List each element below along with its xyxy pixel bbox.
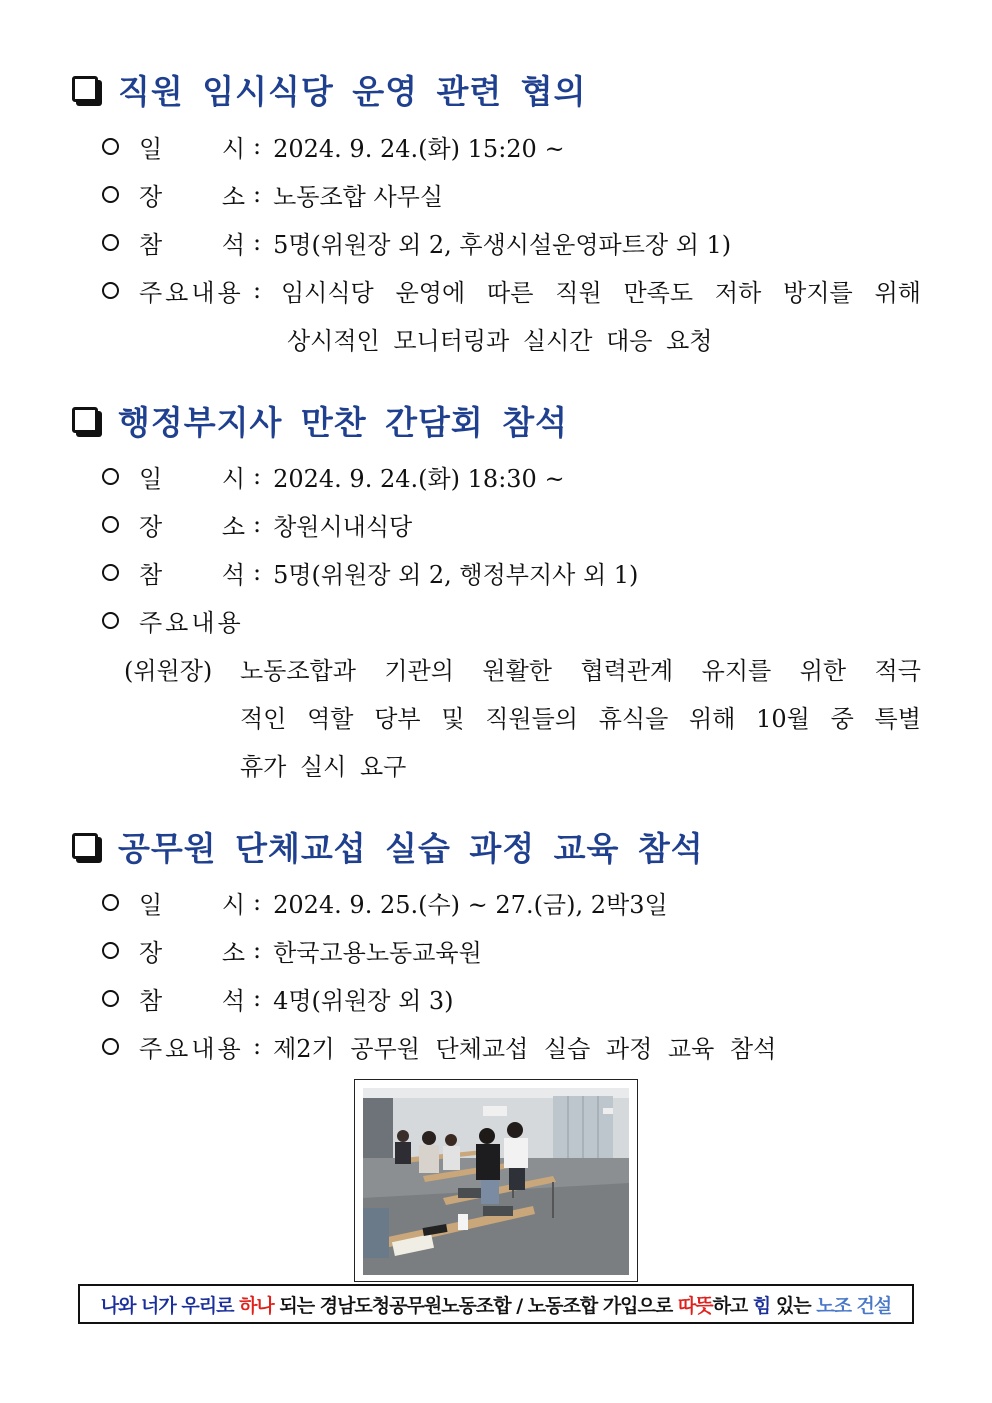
slogan-part: 따뜻 [677, 1294, 713, 1317]
word: 협력관계 [580, 656, 674, 685]
label-char: 소 [221, 512, 245, 541]
content-line-2 [240, 696, 921, 736]
attendees-value: 4명(위원장 외 3) [273, 986, 454, 1015]
slogan-part: 노조 건설 [816, 1294, 892, 1317]
section-title-text: 직원 임시식당 운영 관련 협의 [118, 71, 587, 111]
footer-slogan [78, 1284, 914, 1324]
classroom-photo-illustration [363, 1088, 629, 1275]
label-char: 소 [221, 182, 245, 211]
checkbox-icon [72, 833, 98, 859]
content-value: 제2기 공무원 단체교섭 실습 과정 교육 참석 [273, 1034, 777, 1063]
word: 유지를 [701, 656, 772, 685]
colon: : [253, 1032, 262, 1060]
content-line-1 [281, 270, 921, 310]
info-row-date [102, 456, 922, 496]
circle-bullet-icon [102, 138, 119, 155]
label-char: 소 [221, 938, 245, 967]
colon: : [253, 228, 262, 256]
info-row-content [102, 1026, 922, 1066]
label-char: 석 [221, 986, 245, 1015]
circle-bullet-icon [102, 990, 119, 1007]
label-attendees [139, 555, 245, 590]
circle-bullet-icon [102, 1038, 119, 1055]
classroom-photo [363, 1088, 629, 1275]
word: 적인 [240, 704, 287, 733]
colon: : [253, 510, 262, 538]
label-char: 일 [139, 464, 163, 493]
word: 방지를 [783, 278, 853, 307]
section-title-2 [72, 395, 568, 445]
label-char: 시 [221, 890, 245, 919]
colon: : [253, 180, 262, 208]
label-char: 장 [139, 512, 163, 541]
checkbox-icon [72, 76, 98, 102]
circle-bullet-icon [102, 612, 119, 629]
content-line-2: 상시적인 모니터링과 실시간 대응 요청 [287, 326, 713, 355]
word: 원활한 [482, 656, 552, 685]
info-row-place [102, 930, 922, 970]
date-value: 2024. 9. 25.(수) ~ 27.(금), 2박3일 [273, 890, 668, 919]
word: 특별 [874, 704, 921, 733]
label-char: 시 [221, 134, 245, 163]
label-char: 석 [221, 560, 245, 589]
word: 직원들의 [485, 704, 578, 733]
slogan-part: 있는 [770, 1294, 817, 1317]
word: 기관의 [384, 656, 454, 685]
label-date [139, 459, 245, 494]
label-char: 참 [139, 560, 163, 589]
info-row-date [102, 882, 922, 922]
circle-bullet-icon [102, 186, 119, 203]
label-char: 석 [221, 230, 245, 259]
attendees-value: 5명(위원장 외 2, 행정부지사 외 1) [273, 560, 639, 589]
info-row-place [102, 504, 922, 544]
attendees-value: 5명(위원장 외 2, 후생시설운영파트장 외 1) [273, 230, 732, 259]
content-line-3: 휴가 실시 요구 [240, 752, 407, 781]
word: 위한 [799, 656, 847, 685]
info-row-attendees [102, 222, 922, 262]
speaker-label: (위원장) [124, 656, 213, 685]
word: 당부 [374, 704, 421, 733]
circle-bullet-icon [102, 468, 119, 485]
word: 위해 [689, 704, 736, 733]
section-title-3 [72, 821, 704, 871]
slogan-part: 하고 [712, 1294, 753, 1317]
slogan-part: 하나 [239, 1294, 274, 1317]
label-char: 일 [139, 134, 163, 163]
word: 역할 [307, 704, 354, 733]
colon: : [253, 558, 262, 586]
slogan-part: 나와 너가 우리로 [100, 1294, 240, 1317]
photo-frame [354, 1079, 638, 1282]
date-value: 2024. 9. 24.(화) 18:30 ~ [273, 464, 565, 493]
label-char: 장 [139, 938, 163, 967]
word: 및 [441, 704, 465, 733]
colon: : [253, 888, 262, 916]
place-value: 노동조합 사무실 [273, 182, 444, 211]
section-title-1 [72, 64, 587, 114]
circle-bullet-icon [102, 564, 119, 581]
label-date [139, 129, 245, 164]
circle-bullet-icon [102, 282, 119, 299]
info-row-place [102, 174, 922, 214]
word: 운영에 [395, 278, 466, 307]
word: 따른 [487, 278, 534, 307]
circle-bullet-icon [102, 894, 119, 911]
word: 만족도 [623, 278, 694, 307]
label-content: 주요내용 [139, 278, 244, 307]
label-char: 시 [221, 464, 245, 493]
word: 노동조합과 [240, 656, 356, 685]
word: 임시식당 [281, 278, 374, 307]
label-attendees [139, 225, 245, 260]
word: 저하 [714, 278, 762, 307]
label-date [139, 885, 245, 920]
content-line-1 [240, 648, 921, 688]
label-content: 주요내용 [139, 1034, 244, 1063]
label-place [139, 933, 245, 968]
word: 위해 [874, 278, 921, 307]
colon: : [253, 936, 262, 964]
circle-bullet-icon [102, 942, 119, 959]
word: 휴식을 [598, 704, 669, 733]
circle-bullet-icon [102, 516, 119, 533]
word: 10월 [756, 704, 810, 733]
info-row-attendees [102, 978, 922, 1018]
info-row-content [102, 600, 922, 640]
colon: : [253, 132, 262, 160]
word: 적극 [874, 656, 921, 685]
checkbox-icon [72, 407, 98, 433]
slogan-part: 되는 경남도청공무원노동조합 / 노동조합 가입으로 [273, 1294, 678, 1317]
section-title-text: 공무원 단체교섭 실습 과정 교육 참석 [118, 828, 704, 868]
colon: : [253, 276, 262, 304]
section-title-text: 행정부지사 만찬 간담회 참석 [118, 402, 569, 442]
circle-bullet-icon [102, 234, 119, 251]
label-content: 주요내용 [139, 608, 244, 637]
word: 직원 [555, 278, 602, 307]
label-char: 일 [139, 890, 163, 919]
colon: : [253, 984, 262, 1012]
label-place [139, 177, 245, 212]
slogan-part: 힘 [752, 1294, 771, 1317]
place-value: 창원시내식당 [273, 512, 413, 541]
label-char: 참 [139, 230, 163, 259]
label-place [139, 507, 245, 542]
info-row-attendees [102, 552, 922, 592]
colon: : [253, 462, 262, 490]
label-char: 장 [139, 182, 163, 211]
place-value: 한국고용노동교육원 [273, 938, 482, 967]
date-value: 2024. 9. 24.(화) 15:20 ~ [273, 134, 565, 163]
info-row-date [102, 126, 922, 166]
label-char: 참 [139, 986, 163, 1015]
label-attendees [139, 981, 245, 1016]
word: 중 [830, 704, 854, 733]
